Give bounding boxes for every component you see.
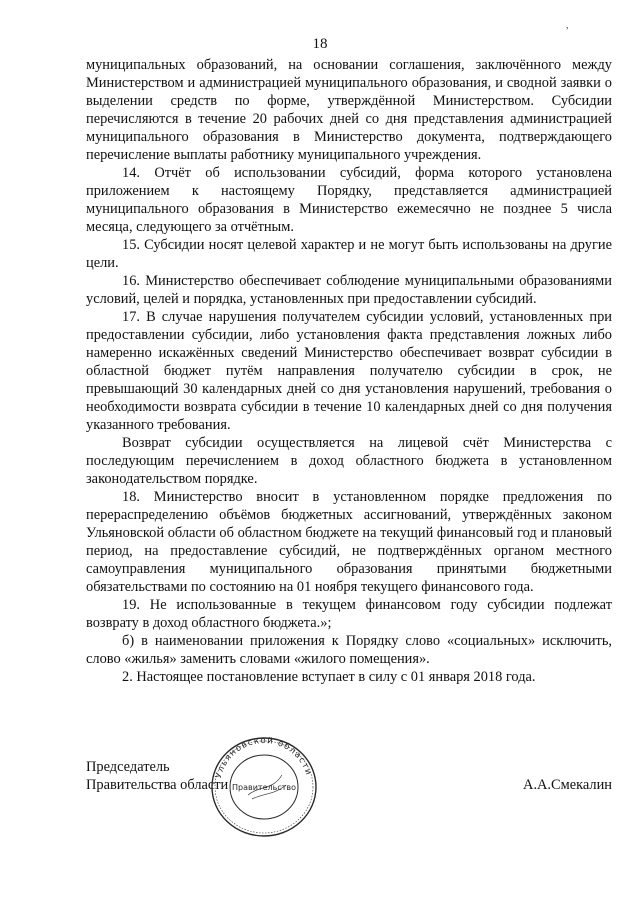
seal-center-text: Правительство — [232, 783, 296, 792]
paragraph-19: 19. Не использованные в текущем финансовом году субсидии подлежат возврату в доход областного бюджета.»; — [86, 597, 612, 631]
seal-ring-text: Ульяновской области — [213, 735, 314, 780]
signatory-title-line1: Председатель — [86, 759, 170, 775]
signatory-name: А.А.Смекалин — [523, 777, 612, 793]
paragraph-18: 18. Министерство вносит в установленном порядке предложения по перераспределению объёмов бюджетных ассигнований, утверждённых законом Ульяновской области об областном бюджете на текущий финансовый год и плановый период, на предоставление субсидий, не подтверждённых органом местного самоуправления муниципального образования принятыми бюджетными обязательствами по состоянию на 01 ноября текущего финансового года. — [86, 489, 612, 595]
page-number: 18 — [312, 36, 328, 52]
document-body — [86, 56, 612, 686]
paragraph-refund: Возврат субсидии осуществляется на лицевой счёт Министерства с последующим перечислением в доход областного бюджета в установленном законодательством порядке. — [86, 435, 612, 487]
official-seal-icon — [208, 735, 320, 839]
paragraph-b: б) в наименовании приложения к Порядку слово «социальных» исключить, слово «жилья» заменить словами «жилого помещения». — [86, 633, 612, 667]
paragraph-continuation: муниципальных образований, на основании соглашения, заключённого между Министерством и администрацией муниципального образования, и сводной заявки о выделении средств по форме, утверждённой Министерством. Субсидии перечисляются в течение 20 рабочих дней со дня представления администрацией муниципального образования в Министерство документа, подтверждающего перечисление выплаты работнику муниципального учреждения. — [86, 57, 612, 163]
corner-mark: , — [566, 20, 569, 31]
paragraph-14: 14. Отчёт об использовании субсидий, форма которого установлена приложением к настоящему Порядку, представляется администрацией муниципального образования в Министерство ежемесячно не позднее 5 числа месяца, следующего за отчётным. — [86, 165, 612, 235]
paragraph-2: 2. Настоящее постановление вступает в силу с 01 января 2018 года. — [122, 669, 536, 685]
paragraph-16: 16. Министерство обеспечивает соблюдение муниципальными образованиями условий, целей и порядка, установленных при предоставлении субсидий. — [86, 273, 612, 307]
paragraph-15: 15. Субсидии носят целевой характер и не могут быть использованы на другие цели. — [86, 237, 612, 271]
paragraph-17: 17. В случае нарушения получателем субсидии условий, установленных при предоставлении субсидии, либо установления факта представления ложных либо намеренно искажённых сведений Министерство обеспечивает возврат субсидии в областной бюджет путём направления получателю субсидии в срок, не превышающий 30 календарных дней со дня установления нарушений, требования о необходимости возврата субсидии в течение 10 календарных дней со дня получения указанного требования. — [86, 309, 612, 433]
svg-text:Ульяновской области — [214, 736, 314, 780]
signature-block — [86, 758, 612, 794]
signatory-title-line2: Правительства области — [86, 777, 229, 793]
